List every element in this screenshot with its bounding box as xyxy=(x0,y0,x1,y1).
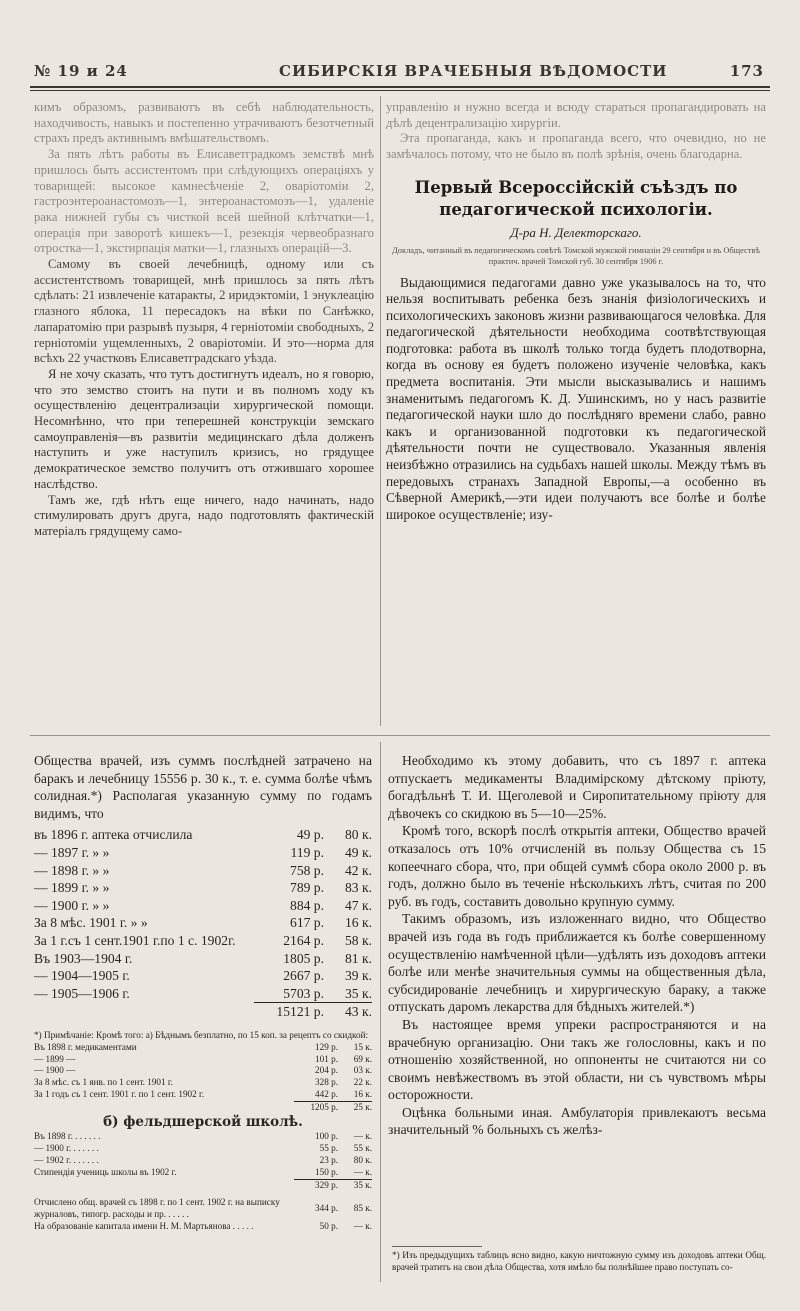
row-rubles: 2164 р. xyxy=(283,932,324,948)
footnote-block xyxy=(34,1030,372,1233)
row-kopecks: 58 к. xyxy=(345,932,372,948)
paragraph: Эта пропаганда, какъ и пропаганда всего, что очевидно, но не замѣчалось потому, что не было въ полѣ зрѣнія, очень благодарна. xyxy=(386,131,766,162)
row-kopecks: 81 к. xyxy=(345,950,372,966)
row-rubles: 328 р. xyxy=(315,1077,338,1088)
table-row xyxy=(34,1155,372,1167)
subtotal-kopecks: 35 к. xyxy=(353,1179,372,1190)
paragraph: Я не хочу сказать, что тутъ достигнутъ идеалъ, но я говорю, что это земство стоитъ на пути и въ полномъ ходу къ осуществленію децентрализаціи хирургической помощи. Несомнѣнно, что при теперешней конструкціи земскаго самоуправленія—въ развитіи медицинскаго дѣла долженъ наступить и уже наступилъ кризисъ, но грядущее демократическое земство получитъ отъ отжившаго хорошее наслѣдство. xyxy=(34,366,374,491)
footnote-total-b xyxy=(34,1180,372,1192)
section-rule xyxy=(30,735,770,736)
running-header xyxy=(34,62,764,84)
table-row xyxy=(34,1167,372,1179)
pharmacy-deductions-table xyxy=(34,826,372,1002)
row-rubles: 2667 р. xyxy=(283,968,324,984)
row-label: За 8 мѣс. съ 1 янв. по 1 сент. 1901 г. xyxy=(34,1077,173,1088)
header-rule xyxy=(30,86,770,88)
row-label: За 1 годъ съ 1 сент. 1901 г. по 1 сент. 1902 г. xyxy=(34,1088,205,1099)
row-kopecks: — к. xyxy=(353,1166,372,1177)
table-row xyxy=(34,1042,372,1054)
table-row xyxy=(34,1143,372,1155)
row-kopecks: 16 к. xyxy=(345,915,372,931)
row-kopecks: 15 к. xyxy=(353,1041,372,1052)
table-row xyxy=(34,897,372,915)
row-rubles: 442 р. xyxy=(315,1088,338,1099)
row-label: — 1905—1906 г. xyxy=(34,985,130,1001)
total-row xyxy=(34,1003,372,1021)
paragraph: Необходимо къ этому добавить, что съ 1897 г. аптека отпускаетъ медикаменты Владимірскому дѣтскому пріюту, богадѣльнѣ Т. И. Щеголевой и Сиропитательному пріюту для дѣвочекъ со скидкою въ 5—10—25%. xyxy=(388,753,766,821)
table-row xyxy=(34,932,372,950)
article-note: Докладъ, читанный въ педагогическомъ совѣтѣ Томской мужской гимназіи 29 сентября и въ Обществѣ практич. врачей Томской губ. 30 сентября 1906 г. xyxy=(392,245,760,266)
row-kopecks: 80 к. xyxy=(353,1154,372,1165)
row-label: — 1899 — xyxy=(34,1053,76,1064)
row-kopecks: 42 к. xyxy=(345,862,372,878)
row-label: — 1900 г. . . . . . . xyxy=(34,1143,99,1154)
row-kopecks: 47 к. xyxy=(345,897,372,913)
journal-title: СИБИРСКІЯ ВРАЧЕБНЫЯ ВѢДОМОСТИ xyxy=(279,62,668,80)
row-label: Въ 1903—1904 г. xyxy=(34,950,133,966)
article-title: Первый Всероссійскій съѣздъ по педагогической психологіи. xyxy=(414,177,738,219)
table-row xyxy=(34,879,372,897)
table-row xyxy=(34,1054,372,1066)
column-divider xyxy=(380,742,381,1282)
row-label: — 1899 г. » » xyxy=(34,880,110,896)
footnote-table-b xyxy=(34,1131,372,1178)
row-rubles: 23 р. xyxy=(319,1154,338,1165)
row-kopecks: 22 к. xyxy=(353,1077,372,1088)
footnote-table-c xyxy=(34,1197,372,1232)
row-kopecks: 16 к. xyxy=(353,1088,372,1099)
footnote-table-a xyxy=(34,1042,372,1101)
issue-number: № 19 и 24 xyxy=(34,62,128,80)
row-label: Стипендія учениць школы въ 1902 г. xyxy=(34,1166,177,1177)
right-footnote: *) Изъ предыдущихъ таблицъ ясно видно, какую ничтожную сумму изъ доходовъ аптеки Общ. врачей тратитъ на свои дѣла Общества, хотя имѣло бы полнѣйшее право поступать со- xyxy=(392,1250,766,1272)
paragraph: Въ настоящее время упреки распространяются и на врачебную организацію. Они такъ же голословны, какъ и по отношенію хозяйственной, но оппоненты не считаются ни со своимъ невѣжествомъ въ этой области, ни съ чувствомъ мѣры осторожности. xyxy=(388,1016,766,1103)
row-rubles: 344 р. xyxy=(315,1203,338,1214)
row-rubles: 884 р. xyxy=(290,897,324,913)
row-rubles: 129 р. xyxy=(315,1041,338,1052)
footnote-subheading: б) фельдшерской школѣ. xyxy=(103,1113,303,1130)
table-row xyxy=(34,1065,372,1077)
row-kopecks: 69 к. xyxy=(353,1053,372,1064)
table-row xyxy=(34,826,372,844)
footnote-head: *) Примѣчаніе: Кромѣ того: а) Бѣднымъ безплатно, по 15 коп. за рецептъ со скидкой: xyxy=(34,1030,369,1040)
paragraph: кимъ образомъ, развиваютъ въ себѣ наблюдательность, находчивость, навыкъ и постепенно утрачиваютъ безотчетный страхъ предъ активнымъ вмѣшательствомъ. xyxy=(34,100,374,146)
row-rubles: 150 р. xyxy=(315,1166,338,1177)
paragraph: Такимъ образомъ, изъ изложеннаго видно, что Общество врачей изъ года въ годъ приближается къ болѣе совершенному осуществленію намѣченной цѣли—удѣлять изъ доходовъ аптеки болѣе или менѣе значительныя суммы на общественныя дѣла, субсидированіе лечебницъ и хирургическую бараку, а также отпускать даромъ лекарства для бѣдныхъ жителей.*) xyxy=(388,911,766,1015)
article-author: Д-ра Н. Делекторскаго. xyxy=(510,224,642,240)
paragraph: Оцѣнка больными иная. Амбулаторія привлекаютъ весьма значительный % больныхъ съ желѣз- xyxy=(388,1104,766,1138)
article-body: Выдающимися педагогами давно уже указывалось на то, что нельзя воспитывать ребенка безъ знанія физіологическихъ и психологическихъ законовъ жизни развивающагося человѣка. Для педагогической дѣятельности необходима соотвѣтствующая подготовка: работа въ школѣ только тогда будетъ плодотворна, когда въ основу ея будетъ положено изученіе человѣка, какъ предмета воспитанія. Эти мысли высказывались и нашимъ знаменитымъ педагогомъ К. Д. Ушинскимъ, но у насъ развитіе педагогической науки шло до послѣдняго времени слабо, равно какъ и организованной подготовки къ педагогической дѣятельности почти не существовало. Указанныя явленія неизбѣжно отразились на судьбахъ нашей школы. Между тѣмъ въ передовыхъ странахъ Западной Европы,—а особенно въ Сѣверной Америкѣ,—эти идеи получаютъ все болѣе и болѣе широкое осуществленіе; изу- xyxy=(386,274,766,522)
row-label: Въ 1898 г. медикаментами xyxy=(34,1041,137,1052)
row-kopecks: — к. xyxy=(353,1131,372,1142)
row-label: За 8 мѣс. 1901 г. » » xyxy=(34,915,148,931)
row-kopecks: 83 к. xyxy=(345,880,372,896)
row-rubles: 119 р. xyxy=(290,844,324,860)
footnote-total-a xyxy=(34,1102,372,1114)
table-row xyxy=(34,862,372,880)
row-label: — 1900 г. » » xyxy=(34,897,110,913)
top-left-column xyxy=(34,100,374,540)
paragraph: Общества врачей, изъ суммъ послѣдней затрачено на баракъ и лечебницу 15556 р. 30 к., т. е. сумма болѣе чѣмъ солидная.*) Располагая указанную сумму по годамъ видимъ, что xyxy=(34,753,372,821)
subtotal-rubles: 329 р. xyxy=(315,1179,338,1190)
bottom-right-column xyxy=(388,752,766,1139)
row-label: Въ 1898 г. . . . . . . xyxy=(34,1131,101,1142)
row-label: — 1900 — xyxy=(34,1065,76,1076)
row-rubles: 100 р. xyxy=(315,1131,338,1142)
row-label: — 1898 г. » » xyxy=(34,862,110,878)
row-kopecks: 85 к. xyxy=(353,1203,372,1214)
row-rubles: 49 р. xyxy=(296,827,324,843)
bottom-left-column xyxy=(34,752,372,1021)
row-rubles: 50 р. xyxy=(319,1220,338,1231)
row-kopecks: 55 к. xyxy=(353,1143,372,1154)
footnote-rule xyxy=(392,1246,482,1247)
row-rubles: 101 р. xyxy=(315,1053,338,1064)
table-row xyxy=(34,1131,372,1143)
row-label: — 1904—1905 г. xyxy=(34,968,130,984)
row-rubles: 204 р. xyxy=(315,1065,338,1076)
table-row xyxy=(34,1089,372,1101)
top-right-column xyxy=(386,100,766,523)
total-rubles: 15121 р. xyxy=(276,1004,324,1020)
row-label: За 1 г.съ 1 сент.1901 г.по 1 с. 1902г. xyxy=(34,932,236,948)
row-rubles: 55 р. xyxy=(319,1143,338,1154)
paragraph: За пять лѣтъ работы въ Елисаветградкомъ земствѣ мнѣ пришлось быть ассистентомъ при слѣдующихъ операціяхъ у товарищей: высокое камнесѣченіе 2, оваріотоміи 2, гастроэнтероанастомозъ—1, энтероанастомозъ—1, удаленіе рака нижней губы съ чисткой всей шейной клѣтчатки—1, операція при заворотѣ кишекъ—1, резекція червеобразнаго отростка—1, экстирпація матки—1, глазныхъ операцій—3. xyxy=(34,147,374,256)
column-divider xyxy=(380,96,381,726)
paragraph: Тамъ же, гдѣ нѣтъ еще ничего, надо начинать, надо стимулировать другъ друга, надо подготовлять фактическій матеріалъ грядущему само- xyxy=(34,492,374,538)
table-row xyxy=(34,914,372,932)
table-row xyxy=(34,1197,372,1221)
total-kopecks: 43 к. xyxy=(345,1004,372,1020)
table-row xyxy=(34,967,372,985)
row-kopecks: 39 к. xyxy=(345,968,372,984)
row-label: Отчислено общ. врачей съ 1898 г. по 1 сент. 1902 г. на выписку журналовъ, типогр. расходы и пр. . . . . . xyxy=(34,1197,280,1220)
table-row xyxy=(34,844,372,862)
table-row xyxy=(34,985,372,1003)
page-number: 173 xyxy=(729,62,764,80)
row-label: — 1902 г. . . . . . . xyxy=(34,1154,99,1165)
table-row xyxy=(34,1077,372,1089)
row-label: — 1897 г. » » xyxy=(34,844,110,860)
row-label: На образованіе капитала имени Н. М. Мартьянова . . . . . xyxy=(34,1220,254,1231)
paragraph: управленію и нужно всегда и всюду стараться пропагандировать на дѣлѣ децентрализацію хирургіи. xyxy=(386,100,766,130)
row-kopecks: 03 к. xyxy=(353,1065,372,1076)
row-rubles: 758 р. xyxy=(290,862,324,878)
row-rubles: 5703 р. xyxy=(283,985,324,1001)
subtotal-rubles: 1205 р. xyxy=(310,1101,338,1112)
paragraph: Кромѣ того, вскорѣ послѣ открытія аптеки, Общество врачей отказалось отъ 10% отчисленій въ пользу Общества съ 15 копеечнаго сбора, что, при общей суммѣ сбора около 2000 р. въ годъ, должно было въ теченіе нѣсколькихъ лѣтъ, считая по 200 руб. въ годъ, составить довольно крупную сумму. xyxy=(388,823,766,909)
table-row xyxy=(34,950,372,968)
row-kopecks: 35 к. xyxy=(345,985,372,1001)
row-kopecks: 80 к. xyxy=(345,827,372,843)
row-rubles: 789 р. xyxy=(290,880,324,896)
subtotal-kopecks: 25 к. xyxy=(353,1101,372,1112)
row-rubles: 617 р. xyxy=(290,915,324,931)
header-rule-thin xyxy=(30,90,770,91)
table-row xyxy=(34,1221,372,1233)
row-rubles: 1805 р. xyxy=(283,950,324,966)
row-label: въ 1896 г. аптека отчислила xyxy=(34,827,193,843)
paragraph: Самому въ своей лечебницѣ, одному или съ ассистентствомъ товарищей, мнѣ пришлось за пять лѣтъ сдѣлать: 21 извлеченіе катаракты, 2 иридэктоміи, 1 энуклеацію глазного яблока, 11 пересадокъ на вѣки по Санѣжко, лапаратомію при разрывѣ пузыря, 4 герніотоміи свободныхъ, 2 герніотоміи ущемленныхъ, 2 оваріотоміи. И это—норма для всѣхъ 22 участковъ Елисаветградскаго уѣзда. xyxy=(34,257,374,366)
row-kopecks: 49 к. xyxy=(345,844,372,860)
row-kopecks: — к. xyxy=(353,1220,372,1231)
